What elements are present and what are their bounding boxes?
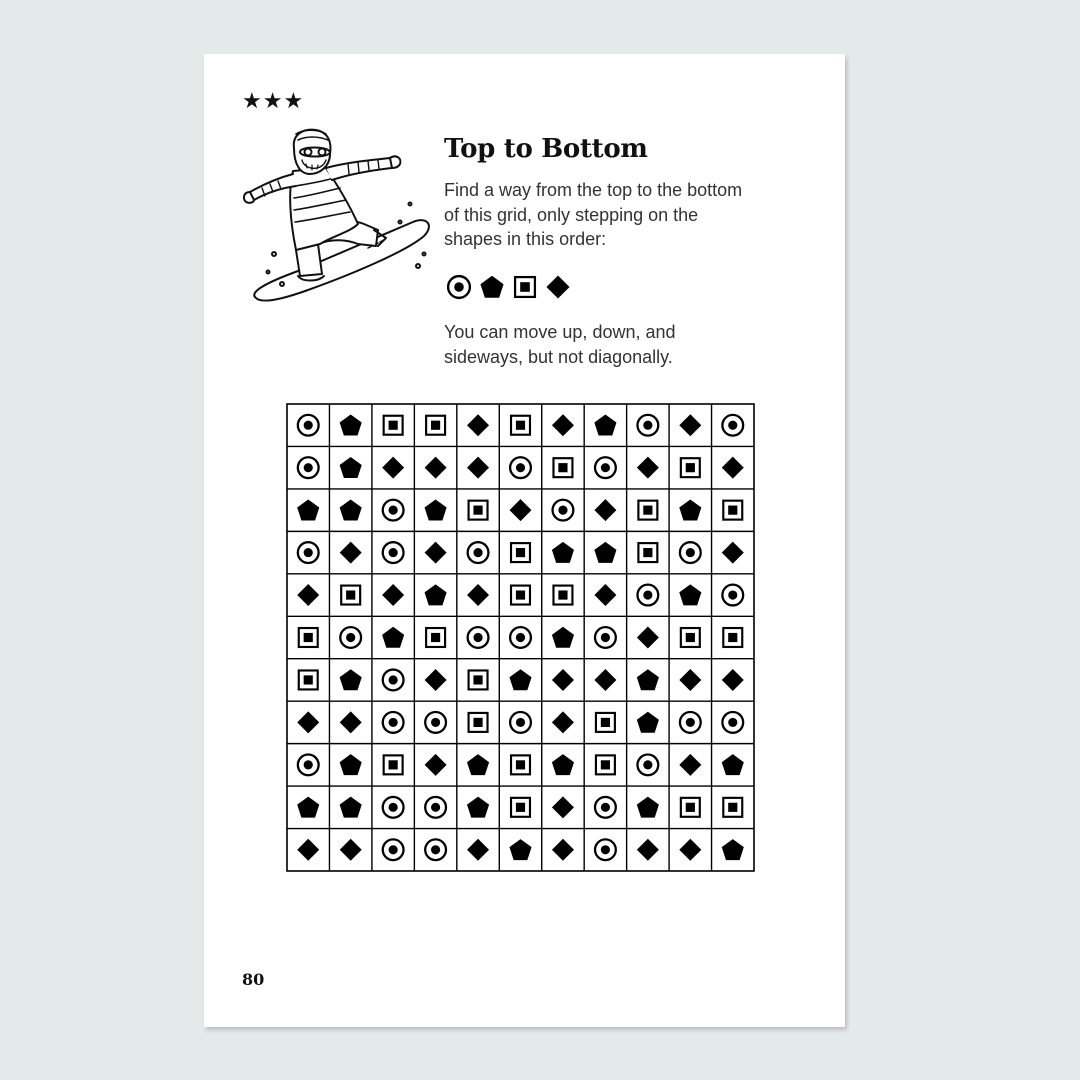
- instructions-text: Find a way from the top to the bottom of this grid, only stepping on the shapes in this order:: [444, 180, 743, 249]
- shape-grid: [286, 403, 755, 872]
- shape-sequence: [444, 272, 576, 302]
- target-shape-icon: [448, 276, 470, 298]
- pentagon-shape-icon: [480, 276, 503, 298]
- page-title: Top to Bottom: [444, 134, 648, 164]
- movement-note: You can move up, down, and sideways, but not diagonally.: [444, 322, 676, 367]
- page-number: 80: [242, 970, 265, 989]
- square-shape-icon: [515, 277, 535, 297]
- diamond-shape-icon: [546, 275, 569, 298]
- difficulty-stars: ★★★: [242, 89, 305, 114]
- snowboarder-illustration: [238, 126, 438, 316]
- book-page: [204, 54, 845, 1027]
